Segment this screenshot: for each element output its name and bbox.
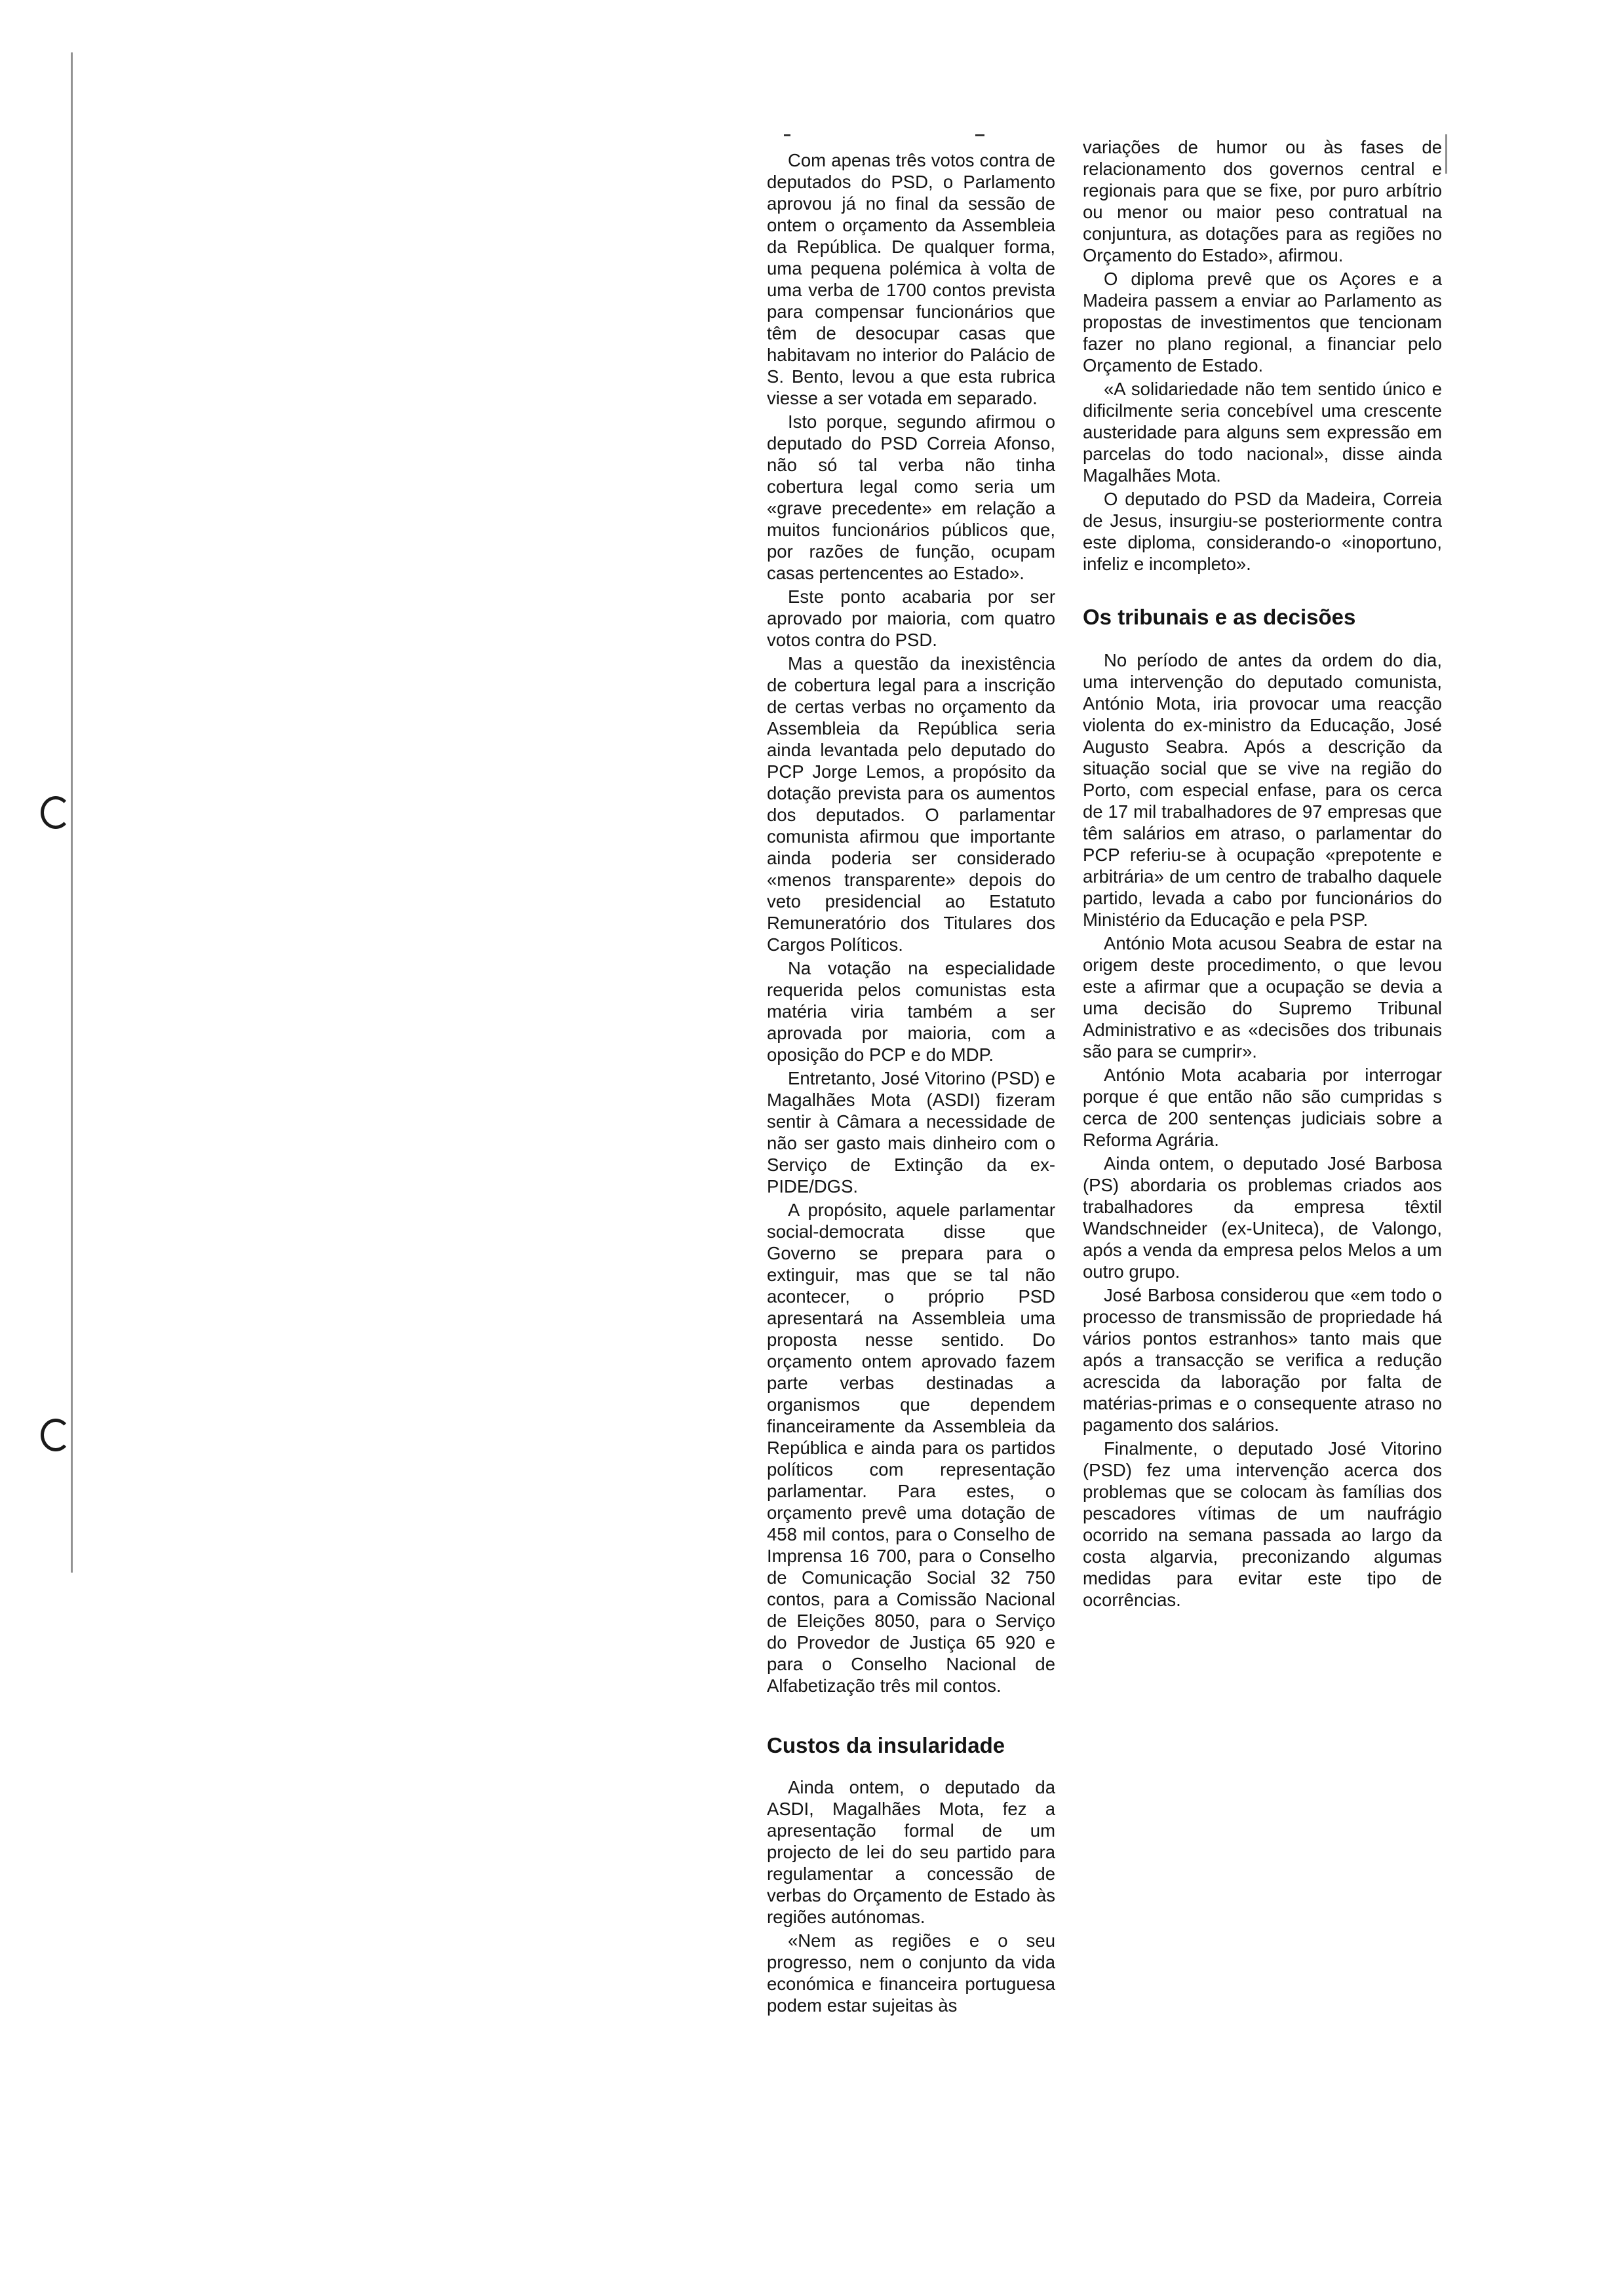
paragraph: A propósito, aquele parlamentar social-democrata disse que Governo se prepara para o extinguir, mas que se tal não acontecer, o próprio PSD apresentará na Assembleia uma proposta nesse sentido. Do orçamento ontem aprovado fazem parte verbas destinadas a organismos que dependem financeiramente da Assembleia da República e ainda para os partidos políticos com representação parlamentar. Para estes, o orçamento prevê uma dotação de 458 mil contos, para o Conselho de Imprensa 16 700, para o Conselho de Comunicação Social 32 750 contos, para a Comissão Nacional de Eleições 8050, para o Serviço do Provedor de Justiça 65 920 e para o Conselho Nacional de Alfabetização três mil contos. bbox=[767, 1200, 1055, 1696]
subheading: Os tribunais e as decisões bbox=[1083, 605, 1356, 629]
top-dash-mark bbox=[784, 134, 790, 136]
paragraph: Ainda ontem, o deputado da ASDI, Magalhães Mota, fez a apresentação formal de um projecto de lei do seu partido para regulamentar a concessão de verbas do Orçamento de Estado às regiões autónomas. bbox=[767, 1777, 1055, 1927]
paragraph: Na votação na especialidade requerida pelos comunistas esta matéria viria também a ser aprovada por maioria, com a oposição do PCP e do MDP. bbox=[767, 958, 1055, 1065]
left-margin-line bbox=[71, 52, 73, 1573]
paragraph: «Nem as regiões e o seu progresso, nem o conjunto da vida económica e financeira portuguesa podem estar sujeitas às bbox=[767, 1930, 1055, 2016]
paragraph: Isto porque, segundo afirmou o deputado do PSD Correia Afonso, não só tal verba não tinha cobertura legal como seria um «grave precedente» em relação a muitos funcionários públicos que, por razões de função, ocupam casas pertencentes ao Estado». bbox=[767, 411, 1055, 583]
article-column-left bbox=[767, 149, 1055, 2018]
paragraph: Ainda ontem, o deputado José Barbosa (PS) abordaria os problemas criados aos trabalhadores da empresa têxtil Wandschneider (ex-Uniteca), de Valongo, após a venda da empresa pelos Melos a um outro grupo. bbox=[1083, 1153, 1442, 1282]
paragraph: António Mota acusou Seabra de estar na origem deste procedimento, o que levou este a afirmar que a ocupação se devia a uma decisão do Supremo Tribunal Administrativo e as «decisões dos tribunais são para se cumprir». bbox=[1083, 933, 1442, 1062]
paragraph: No período de antes da ordem do dia, uma intervenção do deputado comunista, António Mota, iria provocar uma reacção violenta do ex-ministro da Educação, José Augusto Seabra. Após a descrição da situação social que se vive na região do Porto, com especial enfase, para os cerca de 17 mil trabalhadores de 97 empresas que têm salários em atraso, o parlamentar do PCP referiu-se à ocupação «prepotente e arbitrária» de um centro de trabalho daquele partido, levada a cabo por funcionários do Ministério da Educação e pela PSP. bbox=[1083, 650, 1442, 930]
right-margin-mark bbox=[1445, 134, 1447, 174]
subheading: Custos da insularidade bbox=[767, 1733, 1005, 1757]
paragraph: variações de humor ou às fases de relacionamento dos governos central e regionais para que se fixe, por puro arbítrio ou menor ou maior peso contratual na conjuntura, as dotações para as regiões no Orçamento do Estado», afirmou. bbox=[1083, 137, 1442, 265]
paragraph: Com apenas três votos contra de deputados do PSD, o Parlamento aprovou já no final da sessão de ontem o orçamento da Assembleia da República. De qualquer forma, uma pequena polémica à volta de uma verba de 1700 contos prevista para compensar funcionários que têm de desocupar casas que habitavam no interior do Palácio de S. Bento, levou a que esta rubrica viesse a ser votada em separado. bbox=[767, 150, 1055, 408]
paragraph: O deputado do PSD da Madeira, Correia de Jesus, insurgiu-se posteriormente contra este diploma, considerando-o «inoportuno, infeliz e incompleto». bbox=[1083, 489, 1442, 574]
paragraph: Este ponto acabaria por ser aprovado por maioria, com quatro votos contra do PSD. bbox=[767, 586, 1055, 650]
article-column-right bbox=[1083, 136, 1442, 1613]
punch-hole-icon bbox=[41, 796, 71, 829]
paragraph: Finalmente, o deputado José Vitorino (PSD) fez uma intervenção acerca dos problemas que se colocam às famílias dos pescadores vítimas de um naufrágio ocorrido na semana passada ao largo da costa algarvia, preconizando algumas medidas para evitar este tipo de ocorrências. bbox=[1083, 1438, 1442, 1610]
paragraph: «A solidariedade não tem sentido único e dificilmente seria concebível uma crescente austeridade para alguns sem expressão em parcelas do todo nacional», disse ainda Magalhães Mota. bbox=[1083, 379, 1442, 486]
top-dash-mark bbox=[975, 134, 984, 136]
paragraph: José Barbosa considerou que «em todo o processo de transmissão de propriedade há vários pontos estranhos» tanto mais que após a transacção se verifica a redução acrescida da laboração por falta de matérias-primas e o consequente atraso no pagamento dos salários. bbox=[1083, 1285, 1442, 1435]
paragraph: António Mota acabaria por interrogar porque é que então não são cumpridas s cerca de 200 sentenças judiciais sobre a Reforma Agrária. bbox=[1083, 1065, 1442, 1150]
paragraph: O diploma prevê que os Açores e a Madeira passem a enviar ao Parlamento as propostas de investimentos que tencionam fazer no plano regional, a financiar pelo Orçamento de Estado. bbox=[1083, 269, 1442, 375]
paragraph: Mas a questão da inexistência de cobertura legal para a inscrição de certas verbas no orçamento da Assembleia da República seria ainda levantada pelo deputado do PCP Jorge Lemos, a propósito da dotação prevista para os aumentos dos deputados. O parlamentar comunista afirmou que importante ainda poderia ser considerado «menos transparente» depois do veto presidencial ao Estatuto Remuneratório dos Titulares dos Cargos Políticos. bbox=[767, 653, 1055, 955]
punch-hole-icon bbox=[41, 1419, 71, 1451]
paragraph: Entretanto, José Vitorino (PSD) e Magalhães Mota (ASDI) fizeram sentir à Câmara a necessidade de não ser gasto mais dinheiro com o Serviço de Extinção da ex-PIDE/DGS. bbox=[767, 1068, 1055, 1196]
